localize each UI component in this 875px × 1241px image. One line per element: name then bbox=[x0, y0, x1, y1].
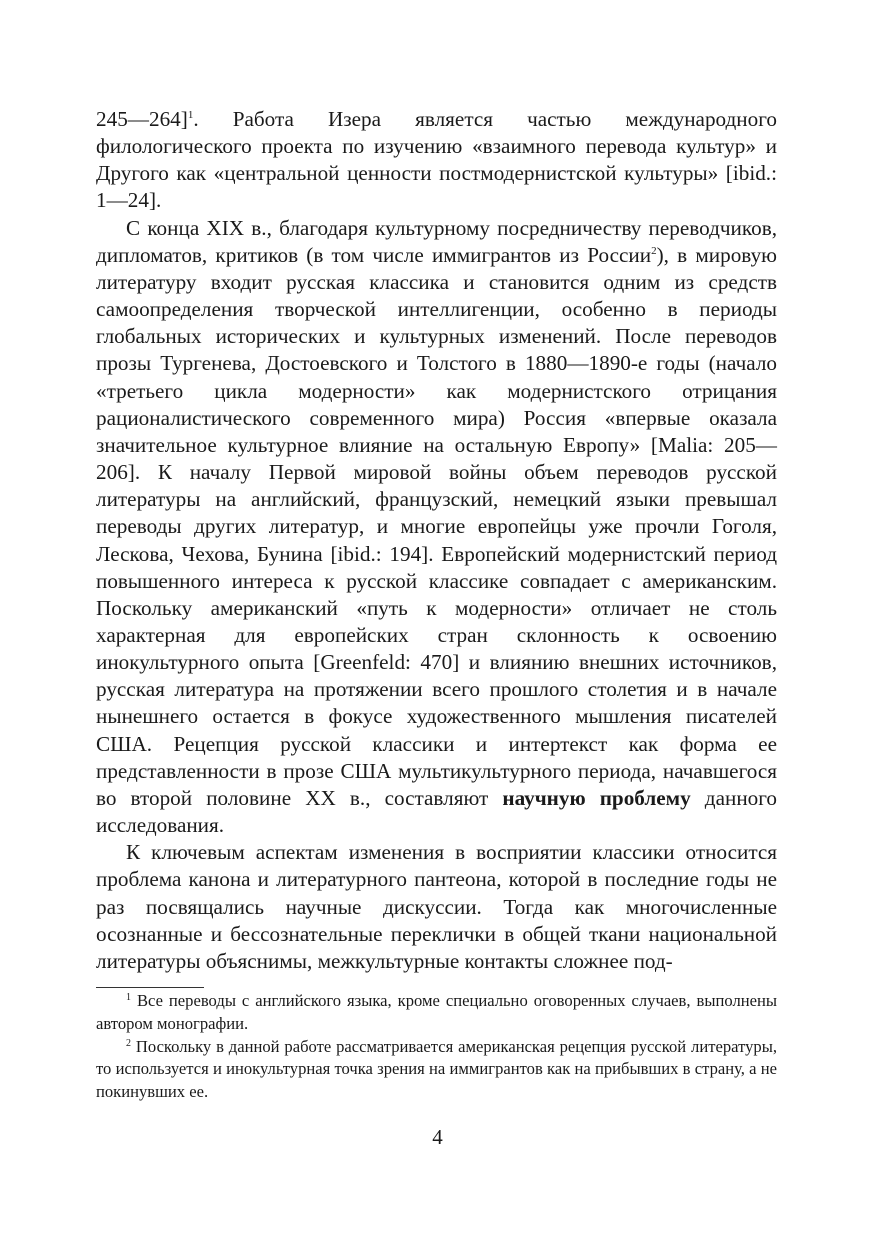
paragraph-2-text-end: данного исследования. bbox=[96, 785, 778, 838]
body-text bbox=[96, 106, 777, 975]
footnote-2 bbox=[96, 1036, 777, 1104]
footnote-1-marker: 1 bbox=[126, 992, 131, 1003]
footnote-ref-1: 1 bbox=[187, 109, 194, 121]
paragraph-2 bbox=[96, 215, 777, 840]
page-number: 4 bbox=[432, 1125, 443, 1149]
footnote-separator bbox=[96, 987, 204, 988]
footnote-2-marker: 2 bbox=[126, 1037, 131, 1049]
paragraph-3: К ключевым аспектам изменения в восприятии классики относится проблема канона и литературного пантеона, которой в последние годы не раз посвящались научные дискуссии. Тогда как многочисленные осознанные и бессознательные переклички в общей ткани национальной литературы объяснимы, межкультурные контакты сложнее под- bbox=[96, 840, 777, 973]
paragraph-1-text-start: 245—264] bbox=[96, 107, 188, 131]
footnote-ref-2: 2 bbox=[651, 244, 657, 257]
footnotes bbox=[96, 990, 777, 1104]
paragraph-1 bbox=[96, 106, 777, 215]
paragraph-1-text-end: . Работа Изера является частью международного филологического проекта по изучению «взаимного перевода культур» и Другого как «центральной ценности постмодернистской культуры» [ibid.: 1—24]. bbox=[96, 107, 777, 213]
footnote-1 bbox=[96, 990, 777, 1036]
footnote-1-text: Все переводы с английского языка, кроме специально оговоренных случаев, выполнены автором монографии. bbox=[96, 991, 777, 1033]
page-content bbox=[96, 106, 777, 975]
paragraph-2-text-middle: ), в мировую литературу входит русская классика и становится одним из средств самоопределения творческой интеллигенции, особенно в периоды глобальных исторических и культурных изменений. После переводов прозы Тургенева, Достоевского и Толстого в 1880—1890-е годы (начало «третьего цикла модерности» как модернистского отрицания рационалистического современного мира) Россия «впервые оказала значительное культурное влияние на остальную Европу» [Malia: 205—206]. К началу Первой мировой войны объем переводов русской литературы на английский, французский, немецкий языки превышал переводы других литератур, и многие европейцы уже прочли Гоголя, Лескова, Чехова, Бунина [ibid.: 194]. Европейский модернистский период повышенного интереса к русской классике совпадает с американским. Поскольку американский «путь к модерности» отличает не столь характерная для европейских стран склонность к освоению инокультурного опыта [Greenfeld: 470] и влиянию внешних источников, русская литература на протяжении всего прошлого столетия и в начале нынешнего остается в фокусе художественного мышления писателей США. Рецепция русской классики и интертекст как форма ее представленности в прозе США мультикультурного периода, начавшегося во второй половине XX в., составляют bbox=[96, 242, 777, 810]
paragraph-2-text-start: С конца XIX в., благодаря культурному посредничеству переводчиков, дипломатов, критиков (в том числе иммигрантов из России bbox=[96, 215, 777, 267]
research-problem-bold: научную проблему bbox=[502, 785, 691, 810]
footnote-2-text: Поскольку в данной работе рассматривается американская рецепция русской литературы, то используется и инокультурная точка зрения на иммигрантов как на прибывших в страну, а не покинувших ее. bbox=[96, 1036, 777, 1102]
